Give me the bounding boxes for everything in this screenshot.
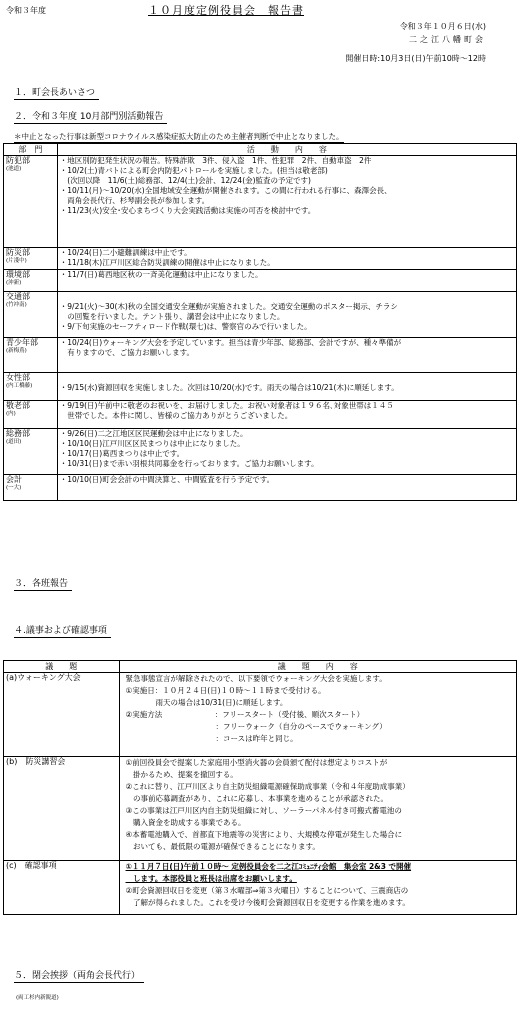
activity-cell <box>57 373 516 401</box>
activity-cell <box>57 429 516 475</box>
dept-members: (内) <box>6 411 16 417</box>
table-row <box>4 292 517 338</box>
topic-name: (c) 確認事項 <box>6 861 57 870</box>
content-line: ①前回役員会で提案した家庭用小型消火器の会員頒て配付は想定よりコストが <box>125 758 388 767</box>
dept-name: 交通部 <box>6 292 30 301</box>
activity-line: ・10/17(日)葛西まつりは中止です。 <box>59 449 185 458</box>
activity-line <box>60 292 514 302</box>
table-row <box>4 861 517 915</box>
activity-cell <box>57 338 516 373</box>
content-line: ②実施方法 ：フリースタート（受付後、順次スタート） <box>125 710 365 719</box>
topic-name: (b) 防災講習会 <box>6 757 66 766</box>
activity-line <box>60 373 514 383</box>
dept-cell <box>4 475 58 501</box>
section-5-heading: ５．閉会挨拶（両角会長代行） <box>14 970 144 983</box>
dept-name: 青少年部 <box>6 338 38 347</box>
dept-cell <box>4 373 58 401</box>
col-header-activity: 活 動 内 容 <box>57 144 516 156</box>
section-4-heading: ４.議事および確認事項 <box>14 625 111 638</box>
section-3-heading: ３．各班報告 <box>14 578 72 591</box>
activity-line: 両角会長代行、杉琴副会長が参加します。 <box>59 196 210 205</box>
content-cell <box>119 861 516 915</box>
dept-members: (内工橋藤) <box>6 383 33 389</box>
activity-cell <box>57 156 516 248</box>
col-header-dept: 部 門 <box>4 144 58 156</box>
content-line: 緊急事態宣言が解除されたので、以下要領でウォーキング大会を実施します。 <box>125 674 387 683</box>
activity-line: ・10/2(土)青バトによる町会内防犯パトロールを実施しました。(担当は敬老部) <box>59 166 328 175</box>
table-row <box>4 270 517 292</box>
document-title: １０月度定例役員会 報告書 <box>148 4 304 17</box>
section-2-note: ＊中止となった行事は新型コロナウイルス感染症拡大防止のため主催者判断で中止となりました。 <box>14 132 344 141</box>
table-row <box>4 757 517 861</box>
table-row <box>4 373 517 401</box>
table-row <box>4 248 517 270</box>
table-row <box>4 429 517 475</box>
activity-line: ・10/10(日)町会会計の中間決算と、中間監査を行う予定です。 <box>59 475 275 484</box>
activity-line: ・10/24(日)二小避難訓練は中止です。 <box>59 248 192 257</box>
dept-name: 環境部 <box>6 270 30 279</box>
content-cell <box>119 673 516 757</box>
content-line: 雨天の場合は10/31(日)に順延します。 <box>125 698 288 707</box>
section-1-heading: １．町会長あいさつ <box>14 87 99 100</box>
agenda-table <box>3 660 517 915</box>
content-line: の事前応募調査があり、これに応募し、本事業を進めることが承認された。 <box>125 794 389 803</box>
dept-cell <box>4 401 58 429</box>
report-date: 令和３年１０月６日(水) <box>399 22 486 31</box>
activity-line: ・10/11(月)～10/20(水)全国地域安全運動が開催されます。この間に行われる行事に、森澤会長、 <box>59 186 392 195</box>
col-header-topic: 議 題 <box>4 661 120 673</box>
dept-members: (竹冲南) <box>6 302 27 308</box>
organization-name: 二之江八幡町会 <box>409 35 486 44</box>
content-line: ：コースは昨年と同じ。 <box>125 734 298 743</box>
activity-line: ・9/19(日)午前中に敬老のお祝いを、お届けしました。お祝い対象者は１９６名､対象世帯は１４５ <box>59 401 394 410</box>
dept-name: 敬老部 <box>6 401 30 410</box>
col-header-content: 議 題 内 容 <box>119 661 516 673</box>
topic-cell <box>4 861 120 915</box>
dept-members: (道田) <box>6 439 22 445</box>
table-row <box>4 338 517 373</box>
dept-name: 総務部 <box>6 429 30 438</box>
dept-name: 防災部 <box>6 248 30 257</box>
dept-cell <box>4 270 58 292</box>
content-line: ：フリーウォーク（自分のペースでウォーキング） <box>125 722 387 731</box>
topic-cell <box>4 673 120 757</box>
activity-line: 有りますので、ご協力お願いします。 <box>59 348 195 357</box>
content-line: します。本部役員と班長は出席をお願いします。 <box>125 874 297 883</box>
topic-name: (a)ウォーキング大会 <box>6 673 81 682</box>
table-row <box>4 475 517 501</box>
dept-cell <box>4 292 58 338</box>
activity-cell <box>57 270 516 292</box>
topic-cell <box>4 757 120 861</box>
activity-line: ・10/24(日)ウォーキング大会を予定しています。担当は青少年部、総務部、会計ですが、種々準備が <box>59 338 402 347</box>
activity-cell <box>57 401 516 429</box>
activity-line: ・11/18(木)江戸川区総合防災訓練の開催は中止になりました。 <box>59 258 275 267</box>
content-line: ③この事業は江戸川区内自主防災組織に対し、ソーラーパネル付き可搬式蓄電池の <box>125 806 402 815</box>
content-line: 了解が得られました。これを受け今後町会資源回収日を変更する作業を進めます。 <box>125 898 410 907</box>
table-row <box>4 156 517 248</box>
content-line: ②これに替り、江戸川区より自主防災組織電源確保助成事業（令和４年度助成事業） <box>125 782 410 791</box>
dept-members: (一大) <box>6 485 22 491</box>
content-line: おいても、最低限の電源が確保できることになります。 <box>125 842 320 851</box>
content-line: ①１１月７日(日)午前１０時～ 定例役員会を二之江ｺﾐｭﾆﾃｨ会館 集会室 2&3 で開催 <box>125 862 412 871</box>
content-line: ④本蓄電池購入で、首都直下地震等の災害により、大規模な停電が発生した場合に <box>125 830 403 839</box>
table-row <box>4 673 517 757</box>
content-cell <box>119 757 516 861</box>
meeting-time: 開催日時:10月3日(日)午前10時～12時 <box>345 54 486 63</box>
activity-line: ・9/21(火)～30(木)秋の全国交通安全運動が実施されました。交通安全運動のポスター掲示、チラシ <box>59 302 398 311</box>
content-line: ①実施日：１０月２４日(日)１０時～１１時まで受付ける。 <box>125 686 326 695</box>
activity-line: ・11/23(火)安全･安心まちづくり大会実践活動は実施の可否を検討中です。 <box>59 206 316 215</box>
activity-table <box>3 143 517 501</box>
content-line: ②町会資源回収日を変更（第３水曜部⇒第３火曜日）することについて、三震商店の <box>125 886 409 895</box>
dept-name: 女性部 <box>6 373 30 382</box>
dept-members: (池道) <box>6 166 22 172</box>
activity-line: ・11/7(日)葛西地区秋の一斉美化運動は中止になりました。 <box>59 270 263 279</box>
dept-members: (新梅蔦) <box>6 348 27 354</box>
section-5-note: (両工杉内新鋭道) <box>16 995 59 1001</box>
activity-line: ・10/10(日)江戸川区区民まつりは中止になりました。 <box>59 439 245 448</box>
dept-name: 会計 <box>6 475 22 484</box>
dept-cell <box>4 429 58 475</box>
activity-line: ・9/下旬実施のセーフティロード作戦(環七)は、警察官のみで行いました。 <box>59 322 312 331</box>
dept-name: 防犯部 <box>6 156 30 165</box>
table-row <box>4 401 517 429</box>
dept-members: (片淺中) <box>6 258 27 264</box>
activity-line: 世帯でした。本件に関し、皆様のご協力ありがとうございました。 <box>59 411 293 420</box>
activity-line: ・地区別防犯発生状況の報告。特殊詐欺 3件、侵入盗 1件、性犯罪 2件、自動車盗 2件 <box>59 156 372 165</box>
content-line: 掛かるため、提案を撤回する。 <box>125 770 238 779</box>
activity-line: (次回以降 11/6(土)総務部、12/4(土)会計、12/24(金)監査の予定です) <box>59 176 311 185</box>
content-line: 購入資金を助成する事業である。 <box>125 818 246 827</box>
activity-line: ・10/31(日)まで赤い羽根共同募金を行っております。ご協力お願いします。 <box>59 459 319 468</box>
activity-cell <box>57 248 516 270</box>
dept-cell <box>4 338 58 373</box>
fiscal-year: 令和３年度 <box>6 6 46 15</box>
dept-members: (沖新) <box>6 280 22 286</box>
activity-cell <box>57 292 516 338</box>
dept-cell <box>4 248 58 270</box>
dept-cell <box>4 156 58 248</box>
activity-line: ・9/15(水)資源回収を実施しました。次回は10/20(水)です。雨天の場合は10/21(木)に順延します。 <box>59 383 399 392</box>
activity-line: ・9/26(日)二之江地区区民運動会は中止になりました。 <box>59 429 248 438</box>
activity-line: の回覧を行いました。テント張り、講習会は中止になりました。 <box>59 312 285 321</box>
section-2-heading: ２．令和３年度 10月部門別活動報告 <box>14 111 167 124</box>
activity-cell <box>57 475 516 501</box>
